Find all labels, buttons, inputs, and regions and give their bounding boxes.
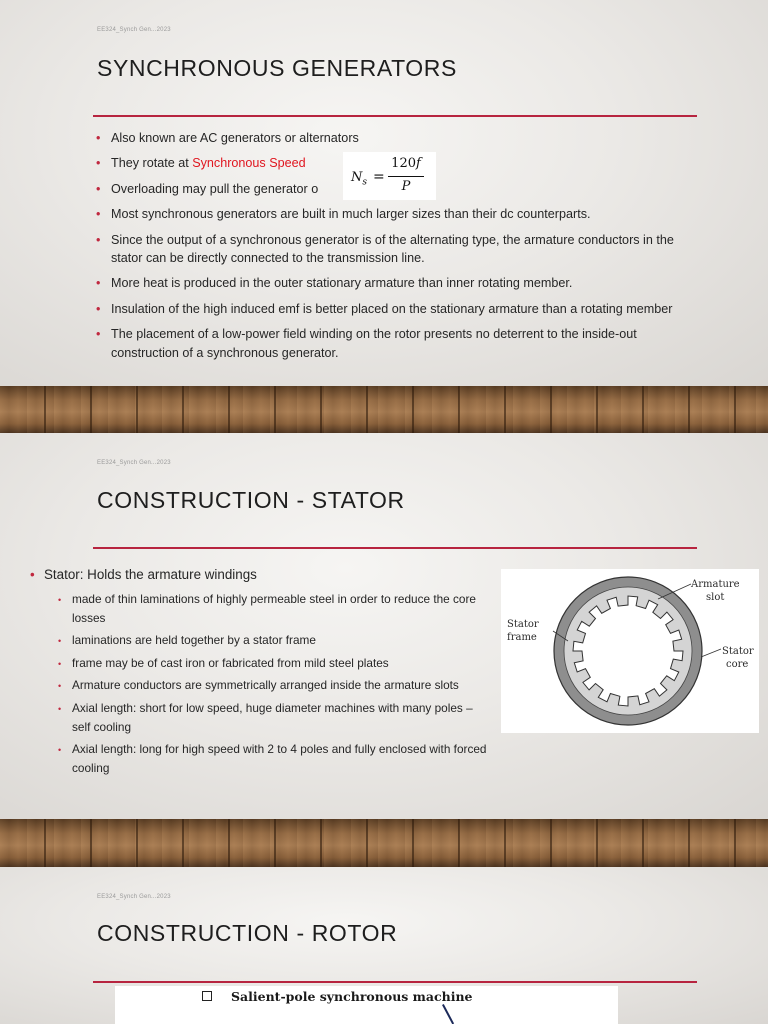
bullet-text: Also known are AC generators or alternators xyxy=(111,131,359,145)
highlighted-term: Synchronous Speed xyxy=(192,156,306,171)
slide-title: CONSTRUCTION - STATOR xyxy=(97,487,405,513)
main-bullet: • Stator: Holds the armature windings xyxy=(30,566,257,584)
slide-synchronous-generators xyxy=(0,0,768,386)
bullet-text: Overloading may pull the generator o xyxy=(111,181,319,196)
bullet-text: More heat is produced in the outer stationary armature than inner rotating member. xyxy=(111,276,573,291)
label-stator-frame-line2: frame xyxy=(507,632,537,643)
bullet-text: Since the output of a synchronous generator is of the alternating type, the armature conductors in the stator can be directly connected to the transmission line. xyxy=(111,232,674,266)
bullet-item xyxy=(96,274,696,292)
label-stator-frame: Stator xyxy=(507,619,539,630)
square-checkbox-icon xyxy=(202,991,212,1001)
stator-diagram xyxy=(501,569,759,733)
title-divider xyxy=(93,547,697,549)
formula-equals: = xyxy=(373,169,385,185)
slide-title: CONSTRUCTION - ROTOR xyxy=(97,920,398,946)
formula-lhs: $N_s$ xyxy=(351,170,367,188)
sub-bullet-item: • frame may be of cast iron or fabricated from mild steel plates xyxy=(58,654,488,673)
pointer-line xyxy=(442,1004,454,1024)
label-stator-core: Stator xyxy=(722,646,754,657)
title-divider xyxy=(93,115,697,117)
formula-denominator: P xyxy=(401,179,411,194)
bullet-item xyxy=(96,129,696,147)
bullet-item xyxy=(96,205,696,223)
slide-footer-tag: EE324_Synch Gen...2023 xyxy=(97,894,171,900)
slide-footer-tag: EE324_Synch Gen...2023 xyxy=(97,460,171,466)
wood-floor-divider xyxy=(0,819,768,867)
sub-bullet-item: • Axial length: long for high speed with 2 to 4 poles and fully enclosed with forced cooling xyxy=(58,740,488,777)
rotor-figure xyxy=(115,986,618,1024)
sub-bullet-item: • laminations are held together by a stator frame xyxy=(58,631,488,650)
armature-slots xyxy=(573,596,683,706)
figure-caption: Salient-pole synchronous machine xyxy=(231,989,473,1004)
stator-diagram-svg xyxy=(501,569,759,733)
bullet-text: Most synchronous generators are built in much larger sizes than their dc counterparts. xyxy=(111,207,591,222)
wood-floor-divider xyxy=(0,386,768,433)
slide-title: SYNCHRONOUS GENERATORS xyxy=(97,55,457,81)
label-stator-core-line2: core xyxy=(726,659,749,670)
formula-numerator: 120f xyxy=(391,156,421,171)
label-armature-slot-line2: slot xyxy=(706,592,725,603)
bullet-item xyxy=(96,231,696,268)
bullet-text: Insulation of the high induced emf is better placed on the stationary armature than a rotating member xyxy=(111,301,673,316)
sub-bullet-list xyxy=(58,590,488,781)
slide-footer-tag: EE324_Synch Gen...2023 xyxy=(97,27,171,33)
sub-bullet-item: • made of thin laminations of highly permeable steel in order to reduce the core losses xyxy=(58,590,488,627)
title-divider xyxy=(93,981,697,983)
bullet-item xyxy=(96,325,696,362)
bullet-item xyxy=(96,300,696,318)
synchronous-speed-formula xyxy=(343,152,436,200)
fraction-bar xyxy=(388,176,424,177)
bullet-text: They rotate at xyxy=(111,156,193,171)
label-armature-slot: Armature xyxy=(691,579,740,590)
bullet-text: The placement of a low-power field winding on the rotor presents no deterrent to the inside-out construction of a synchronous generator. xyxy=(111,327,637,360)
sub-bullet-item: • Armature conductors are symmetrically arranged inside the armature slots xyxy=(58,676,488,695)
sub-bullet-item: • Axial length: short for low speed, huge diameter machines with many poles – self cooling xyxy=(58,699,488,736)
